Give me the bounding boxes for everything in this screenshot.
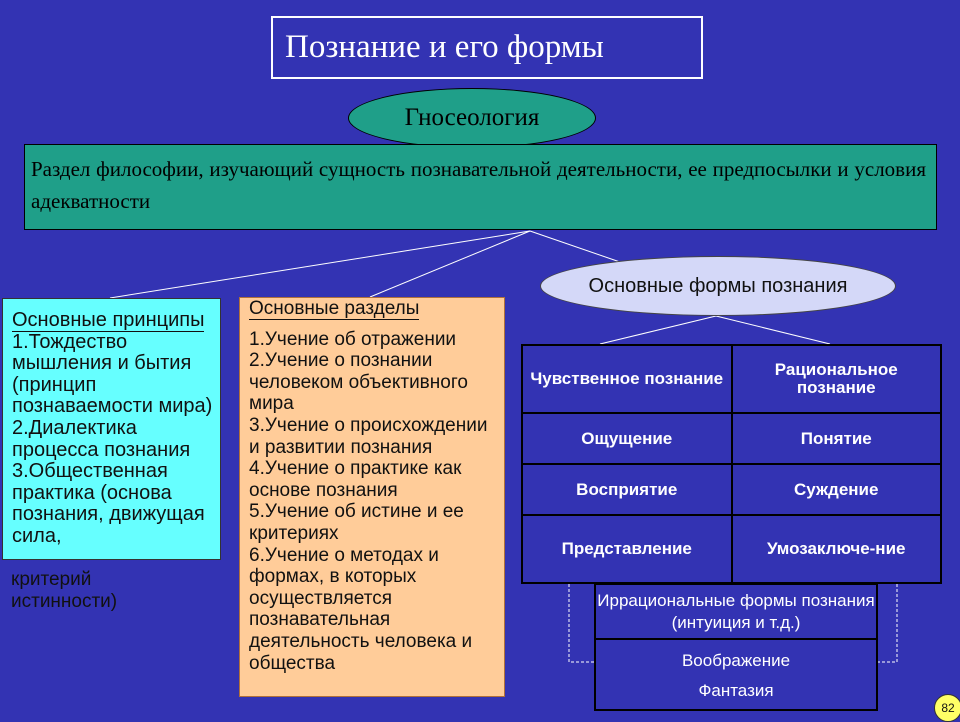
list-item: Воображение: [681, 651, 791, 670]
table-header-sensory: Чувственное познание: [522, 345, 732, 413]
table-row: [522, 464, 941, 515]
list-item: 4.Учение о практике как основе познания: [249, 458, 462, 501]
table-cell: Ощущение: [522, 413, 732, 464]
connector-irrational-left: [569, 584, 594, 662]
main-forms-oval: Основные формы познания: [540, 256, 896, 316]
list-item: 5.Учение об истине и ее критериях: [249, 501, 464, 544]
connector-to-principles: [110, 231, 530, 298]
irrational-forms-box: [594, 583, 878, 711]
list-item: 2.Учение о познании человеком объективного мира: [249, 350, 468, 415]
gnoseology-definition: Раздел философии, изучающий сущность познавательной деятельности, ее предпосылки и условия адекватности: [24, 144, 937, 230]
list-item: 1.Учение об отражении: [249, 328, 457, 350]
table-row: [522, 413, 941, 464]
sections-box: [239, 297, 505, 697]
connector-to-sections: [370, 231, 530, 297]
table-cell: Представление: [522, 515, 732, 583]
table-cell: Понятие: [732, 413, 942, 464]
table-row: [522, 345, 941, 413]
table-cell: Суждение: [732, 464, 942, 515]
connector-to-forms: [530, 231, 620, 262]
irrational-forms-list: [596, 642, 876, 711]
principles-body: 1.Тождество мышления и бытия (принцип познаваемости мира) 2.Диалектика процесса познания 3.Общественная практика (основа познания, движущая сила,: [12, 330, 213, 547]
gnoseology-oval: Гносеология: [348, 88, 596, 148]
connector-forms-right: [716, 316, 830, 344]
list-item: Фантазия: [698, 681, 774, 700]
list-item: 3.Учение о происхождении и развитии познания: [249, 414, 488, 458]
table-cell: Умозаключе-ние: [732, 515, 942, 583]
connector-irrational-right: [878, 584, 897, 662]
page-title: Познание и его формы: [271, 16, 703, 79]
table-header-rational: Рациональное познание: [732, 345, 942, 413]
principles-header: Основные принципы: [12, 309, 205, 331]
table-cell: Восприятие: [522, 464, 732, 515]
principles-overflow-text: критерий истинности): [11, 569, 118, 612]
principles-box: [2, 298, 221, 560]
sections-header: Основные разделы: [249, 298, 420, 319]
irrational-forms-title: Иррациональные формы познания (интуиция и т.д.): [596, 585, 876, 640]
table-row: [522, 515, 941, 583]
sections-list: [249, 329, 496, 675]
forms-table: [521, 344, 942, 584]
page-number-badge: 82: [934, 694, 960, 722]
list-item: 6.Учение о методах и формах, в которых осуществляется познавательная деятельность человека и общества: [249, 544, 473, 674]
connector-forms-left: [600, 316, 716, 344]
